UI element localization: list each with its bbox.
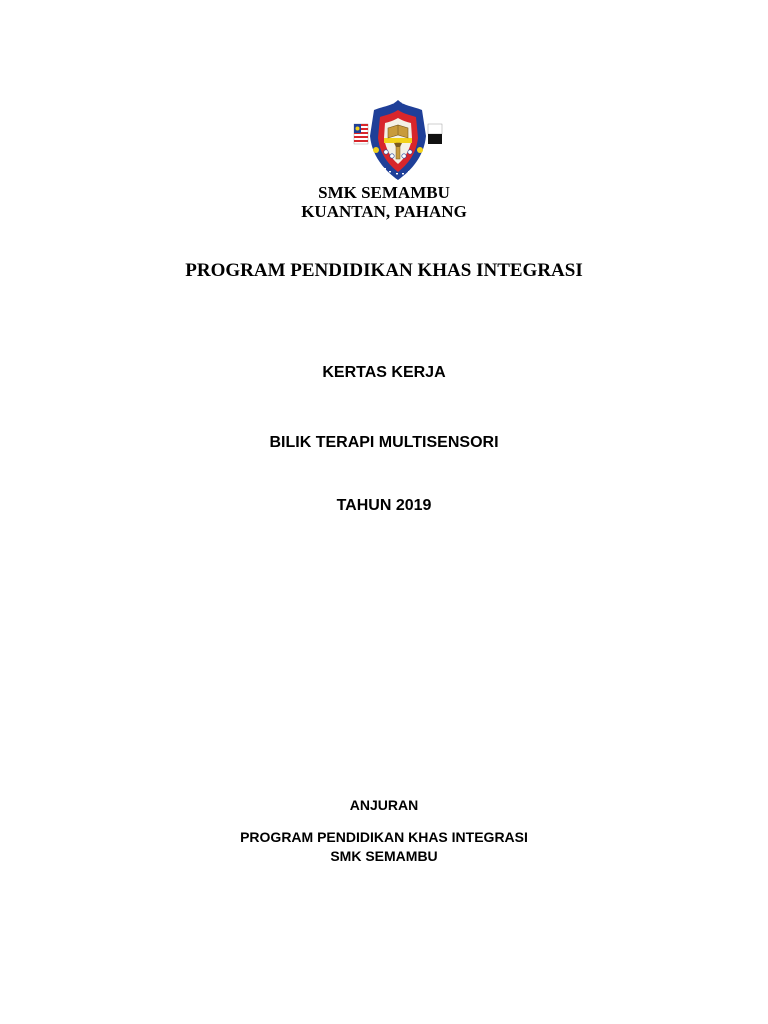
program-title: PROGRAM PENDIDIKAN KHAS INTEGRASI	[185, 260, 583, 281]
document-type: KERTAS KERJA	[322, 364, 446, 381]
pahang-flag-icon	[428, 124, 442, 144]
document-subject: BILIK TERAPI MULTISENSORI	[269, 434, 499, 451]
malaysia-flag-icon	[354, 124, 368, 144]
organizer-program: PROGRAM PENDIDIKAN KHAS INTEGRASI	[240, 829, 528, 845]
school-location: KUANTAN, PAHANG	[301, 202, 467, 221]
document-year: TAHUN 2019	[336, 497, 432, 514]
school-crest-icon	[352, 96, 444, 184]
organizer-school: SMK SEMAMBU	[330, 848, 438, 864]
organizer-label: ANJURAN	[349, 797, 419, 813]
school-name: SMK SEMAMBU	[318, 183, 450, 202]
